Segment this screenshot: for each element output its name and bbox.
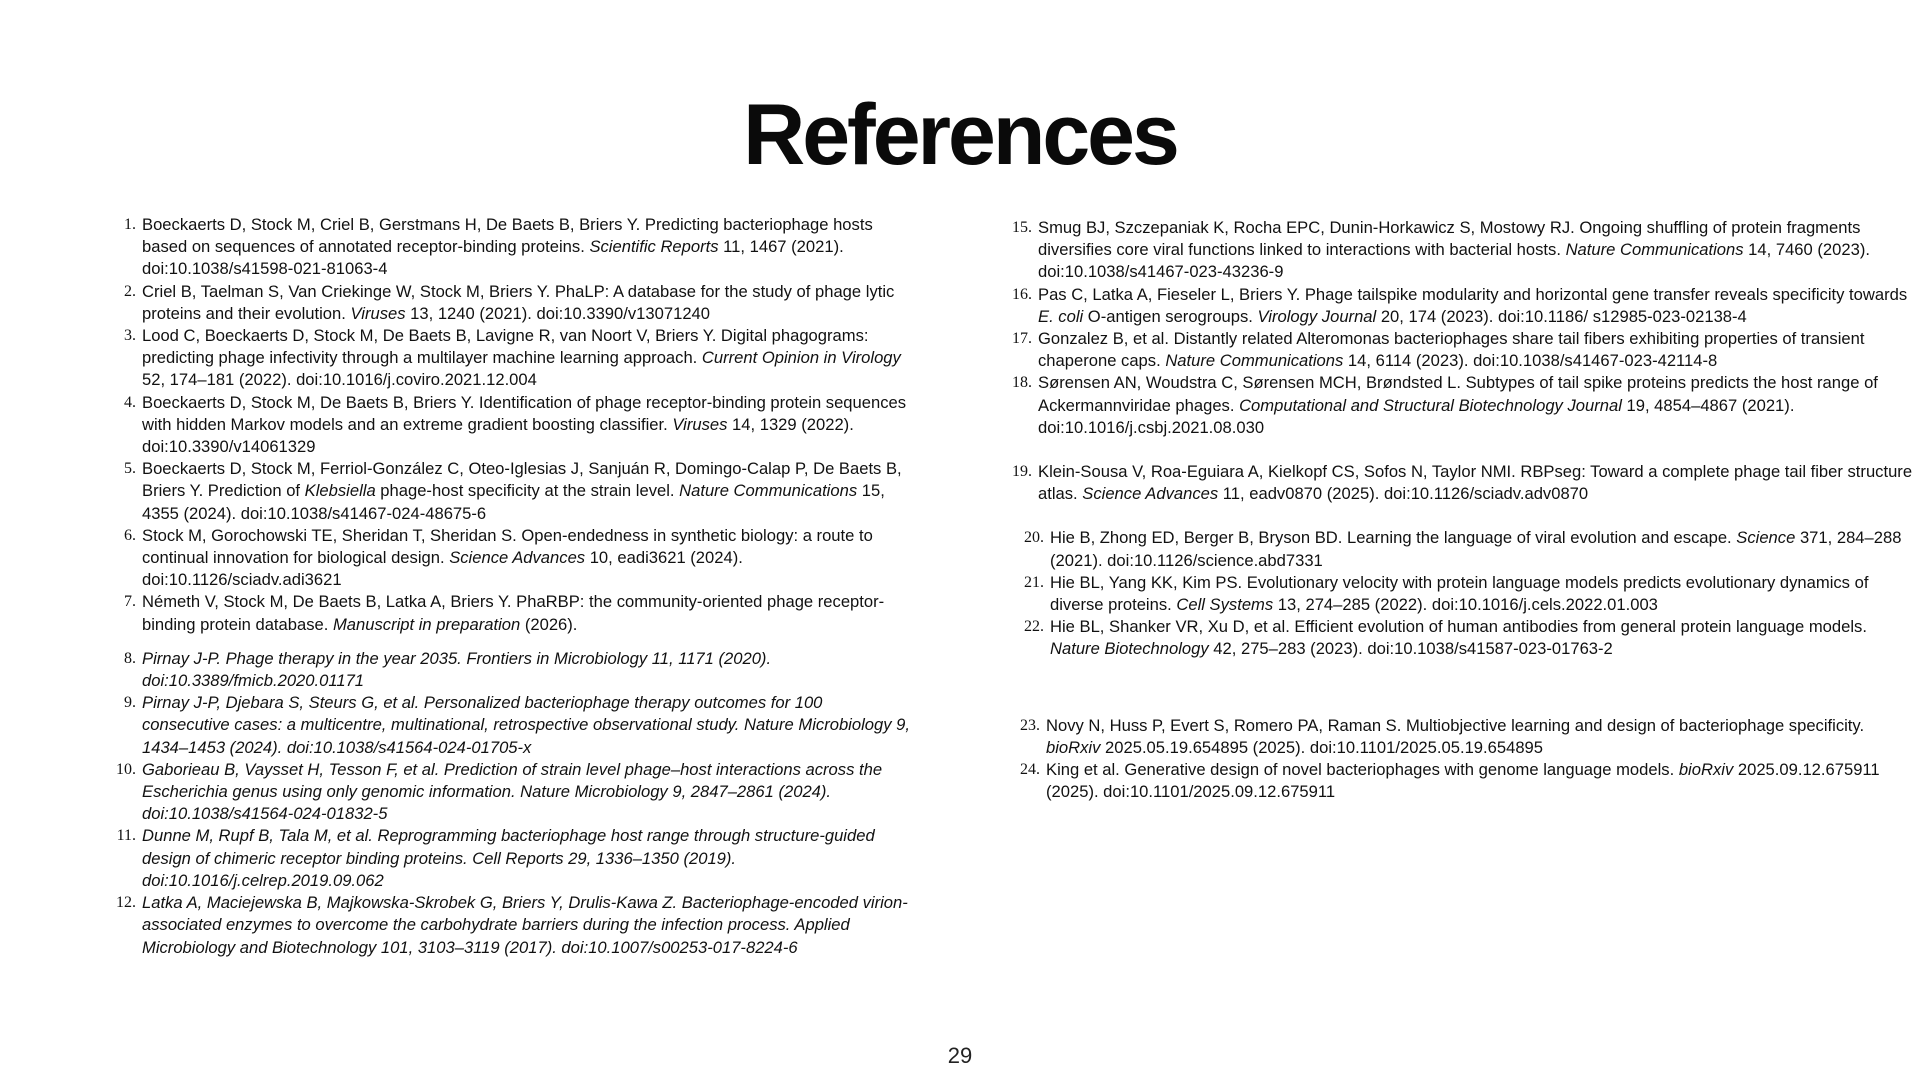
page-title: References xyxy=(743,87,1177,183)
reference-text xyxy=(1038,284,1913,328)
reference-text xyxy=(1046,715,1913,759)
reference-item xyxy=(112,648,912,692)
reference-number: 17. xyxy=(1012,330,1032,348)
reference-emphasis: bioRxiv xyxy=(1046,737,1101,757)
reference-emphasis: Cell Systems xyxy=(1176,595,1274,615)
reference-number: 16. xyxy=(1012,285,1032,303)
reference-text xyxy=(142,892,912,959)
page-number: 29 xyxy=(947,1043,973,1068)
reference-segment: 20, 174 (2023). doi:10.1186/ s12985-023-02138-4 xyxy=(1376,306,1747,326)
reference-segment: 2025.09.12.675911 (2025). doi:10.1101/2025.09.12.675911 xyxy=(1046,760,1880,802)
reference-number: 7. xyxy=(124,593,136,611)
reference-item xyxy=(1008,372,1913,439)
reference-item xyxy=(1008,527,1913,571)
reference-segment: Hie B, Zhong ED, Berger B, Bryson BD. Learning the language of viral evolution and escape. xyxy=(1050,528,1737,548)
reference-emphasis: Nature Communications xyxy=(1565,240,1744,260)
reference-number: 20. xyxy=(1024,529,1044,547)
reference-segment: 13, 274–285 (2022). doi:10.1016/j.cels.2022.01.003 xyxy=(1273,595,1658,615)
reference-segment: Pirnay J-P, Djebara S, Steurs G, et al. Personalized bacteriophage therapy outcomes for 100 consecutive cases: a multicentre, multinational, retrospective observational study. Nature Microbiology 9, 1434–1453 (2024). doi:10.1038/s41564-024-01705-x xyxy=(142,693,910,757)
reference-segment: Hie BL, Yang KK, Kim PS. Evolutionary velocity with protein language models predicts evolutionary dynamics of diverse proteins. xyxy=(1050,572,1869,615)
reference-item xyxy=(112,525,912,592)
reference-text xyxy=(142,759,912,826)
reference-segment: 10, eadi3621 (2024). doi:10.1126/sciadv.adi3621 xyxy=(142,548,743,590)
reference-item xyxy=(112,692,912,759)
reference-text xyxy=(1050,527,1913,571)
reference-number: 8. xyxy=(124,649,136,667)
reference-emphasis: bioRxiv xyxy=(1678,760,1734,780)
reference-number: 22. xyxy=(1024,618,1044,636)
references-right-column xyxy=(1008,217,1913,803)
reference-segment: Boeckaerts D, Stock M, Ferriol-González C, Oteo-Iglesias J, Sanjuán R, Domingo-Calap P, De Baets B, Briers Y. Prediction of xyxy=(142,459,902,501)
reference-segment: Latka A, Maciejewska B, Majkowska-Skrobek G, Briers Y, Drulis-Kawa Z. Bacteriophage-encoded virion-associated enzymes to overcome the carbohydrate barriers during the infection process. Applied Microbiology and Biotechnology 101, 3103–3119 (2017). doi:10.1007/s00253-017-8224-6 xyxy=(142,893,908,957)
reference-item xyxy=(1008,328,1913,372)
reference-number: 18. xyxy=(1012,374,1032,392)
reference-segment: Pirnay J-P. Phage therapy in the year 2035. Frontiers in Microbiology 11, 1171 (2020). doi:10.3389/fmicb.2020.01171 xyxy=(142,648,772,691)
reference-segment: 11, 1467 (2021). doi:10.1038/s41598-021-81063-4 xyxy=(142,237,844,279)
reference-item xyxy=(1008,461,1913,505)
reference-segment: 14, 1329 (2022). doi:10.3390/v14061329 xyxy=(142,414,854,457)
reference-emphasis: Nature Communications xyxy=(679,481,858,501)
reference-segment: 42, 275–283 (2023). doi:10.1038/s41587-023-01763-2 xyxy=(1208,639,1613,659)
reference-emphasis: Science Advances xyxy=(449,548,586,568)
reference-text xyxy=(142,392,912,459)
reference-number: 19. xyxy=(1012,463,1032,481)
reference-item xyxy=(1008,284,1913,328)
reference-number: 24. xyxy=(1020,761,1040,779)
reference-item xyxy=(1008,759,1913,803)
reference-emphasis: Current Opinion in Virology xyxy=(701,348,901,368)
reference-number: 11. xyxy=(116,827,136,845)
reference-segment: 14, 7460 (2023). doi:10.1038/s41467-023-43236-9 xyxy=(1038,240,1870,282)
reference-segment: Smug BJ, Szczepaniak K, Rocha EPC, Dunin-Horkawicz S, Mostowy RJ. Ongoing shuffling of protein fragments diversifies core viral functions linked to interactions with bacterial hosts. xyxy=(1038,218,1861,260)
reference-number: 10. xyxy=(116,760,136,778)
reference-item xyxy=(112,458,912,525)
reference-number: 12. xyxy=(116,894,136,912)
reference-text xyxy=(1038,372,1913,439)
reference-text xyxy=(142,214,912,281)
reference-segment: 11, eadv0870 (2025). doi:10.1126/sciadv.adv0870 xyxy=(1218,484,1589,504)
reference-segment: 14, 6114 (2023). doi:10.1038/s41467-023-42114-8 xyxy=(1343,351,1718,371)
reference-number: 6. xyxy=(124,526,136,544)
reference-number: 1. xyxy=(124,216,136,233)
reference-text xyxy=(142,692,912,759)
reference-item xyxy=(1008,616,1913,660)
reference-text xyxy=(142,458,912,525)
reference-item xyxy=(112,825,912,892)
reference-text xyxy=(142,325,912,392)
reference-emphasis: Manuscript in preparation xyxy=(332,614,521,634)
reference-segment: Sørensen AN, Woudstra C, Sørensen MCH, Brøndsted L. Subtypes of tail spike proteins predicts the host range of Ackermannviridae phages. xyxy=(1038,373,1878,415)
reference-item xyxy=(1008,715,1913,759)
reference-item xyxy=(1008,572,1913,616)
reference-segment: Pas C, Latka A, Fieseler L, Briers Y. Phage tailspike modularity and horizontal gene transfer reveals specificity towards xyxy=(1038,284,1908,304)
reference-emphasis: Viruses xyxy=(672,414,728,434)
reference-text xyxy=(1038,461,1913,505)
reference-segment: 2025.05.19.654895 (2025). doi:10.1101/2025.05.19.654895 xyxy=(1100,737,1544,757)
reference-text xyxy=(1046,759,1913,803)
reference-segment: Lood C, Boeckaerts D, Stock M, De Baets B, Lavigne R, van Noort V, Briers Y. Digital phagograms: predicting phage infectivity through a multilayer machine learning approach. xyxy=(142,326,869,368)
reference-segment: phage-host specificity at the strain level. xyxy=(375,481,680,501)
reference-item xyxy=(112,325,912,392)
reference-emphasis: Science Advances xyxy=(1082,484,1219,504)
reference-text xyxy=(142,281,912,325)
reference-number: 2. xyxy=(124,282,136,300)
reference-text xyxy=(142,591,912,635)
reference-segment: Novy N, Huss P, Evert S, Romero PA, Raman S. Multiobjective learning and design of bacteriophage specificity. xyxy=(1046,715,1865,735)
reference-emphasis: E. coli xyxy=(1038,306,1084,326)
reference-item xyxy=(112,214,912,281)
references-left-column xyxy=(112,214,912,959)
reference-text xyxy=(142,825,912,892)
reference-item xyxy=(1008,217,1913,284)
reference-segment: Dunne M, Rupf B, Tala M, et al. Reprogramming bacteriophage host range through structure-guided design of chimeric receptor binding proteins. Cell Reports 29, 1336–1350 (2019). doi:10.1016/j.celrep.2019.09.062 xyxy=(142,826,875,890)
reference-segment: O-antigen serogroups. xyxy=(1083,306,1258,326)
reference-segment: Klein-Sousa V, Roa-Eguiara A, Kielkopf CS, Sofos N, Taylor NMI. RBPseg: Toward a complete phage tail fiber structure atlas. xyxy=(1038,462,1913,504)
reference-item xyxy=(112,759,912,826)
reference-segment: 371, 284–288 (2021). doi:10.1126/science.abd7331 xyxy=(1050,528,1902,570)
reference-number: 15. xyxy=(1012,219,1032,236)
reference-item xyxy=(112,892,912,959)
reference-emphasis: Nature Communications xyxy=(1165,351,1344,371)
reference-text xyxy=(1050,616,1913,660)
reference-text xyxy=(1038,217,1913,284)
reference-item xyxy=(112,591,912,635)
reference-text xyxy=(142,648,912,692)
reference-emphasis: Science xyxy=(1736,528,1796,548)
reference-segment: King et al. Generative design of novel bacteriophages with genome language models. xyxy=(1046,760,1679,780)
reference-segment: Gaborieau B, Vaysset H, Tesson F, et al. Prediction of strain level phage–host interactions across the Escherichia genus using only genomic information. Nature Microbiology 9, 2847–2861 (2024). doi:10.1038/s41564-024-01832-5 xyxy=(142,759,883,824)
reference-item xyxy=(112,281,912,325)
reference-segment: Gonzalez B, et al. Distantly related Alteromonas bacteriophages share tail fibers exhibiting properties of transient chaperone caps. xyxy=(1038,329,1865,371)
reference-number: 4. xyxy=(124,393,136,411)
reference-number: 21. xyxy=(1024,573,1044,591)
reference-segment: Németh V, Stock M, De Baets B, Latka A, Briers Y. PhaRBP: the community-oriented phage receptor-binding protein database. xyxy=(142,592,885,634)
reference-text xyxy=(1050,572,1913,616)
reference-emphasis: Nature Biotechnology xyxy=(1050,639,1209,659)
reference-emphasis: Klebsiella xyxy=(304,481,376,501)
reference-text xyxy=(1038,328,1913,372)
reference-text xyxy=(142,525,912,592)
reference-segment: Boeckaerts D, Stock M, De Baets B, Briers Y. Identification of phage receptor-binding protein sequences with hidden Markov models and an extreme gradient boosting classifier. xyxy=(142,392,907,434)
reference-segment: 13, 1240 (2021). doi:10.3390/v13071240 xyxy=(405,303,711,323)
reference-segment: Stock M, Gorochowski TE, Sheridan T, Sheridan S. Open-endedness in synthetic biology: a route to continual innovation for biological design. xyxy=(142,525,873,568)
reference-emphasis: Computational and Structural Biotechnology Journal xyxy=(1239,395,1622,415)
reference-number: 5. xyxy=(124,460,136,478)
reference-emphasis: Scientific Reports xyxy=(589,237,719,257)
reference-number: 3. xyxy=(124,327,136,345)
reference-segment: Criel B, Taelman S, Van Criekinge W, Stock M, Briers Y. PhaLP: A database for the study of phage lytic proteins and their evolution. xyxy=(142,281,895,323)
reference-segment: (2026). xyxy=(520,614,578,634)
reference-segment: Hie BL, Shanker VR, Xu D, et al. Efficient evolution of human antibodies from general protein language models. xyxy=(1050,617,1867,637)
reference-emphasis: Virology Journal xyxy=(1257,306,1377,326)
reference-number: 23. xyxy=(1020,716,1040,734)
reference-number: 9. xyxy=(124,694,136,712)
reference-segment: 15, 4355 (2024). doi:10.1038/s41467-024-48675-6 xyxy=(142,481,885,523)
reference-segment: 19, 4854–4867 (2021). doi:10.1016/j.csbj.2021.08.030 xyxy=(1038,395,1795,437)
reference-segment: 52, 174–181 (2022). doi:10.1016/j.coviro.2021.12.004 xyxy=(142,370,537,390)
reference-emphasis: Viruses xyxy=(350,303,406,323)
reference-segment: Boeckaerts D, Stock M, Criel B, Gerstmans H, De Baets B, Briers Y. Predicting bacteriophage hosts based on sequences of annotated receptor-binding proteins. xyxy=(142,215,873,257)
reference-item xyxy=(112,392,912,459)
